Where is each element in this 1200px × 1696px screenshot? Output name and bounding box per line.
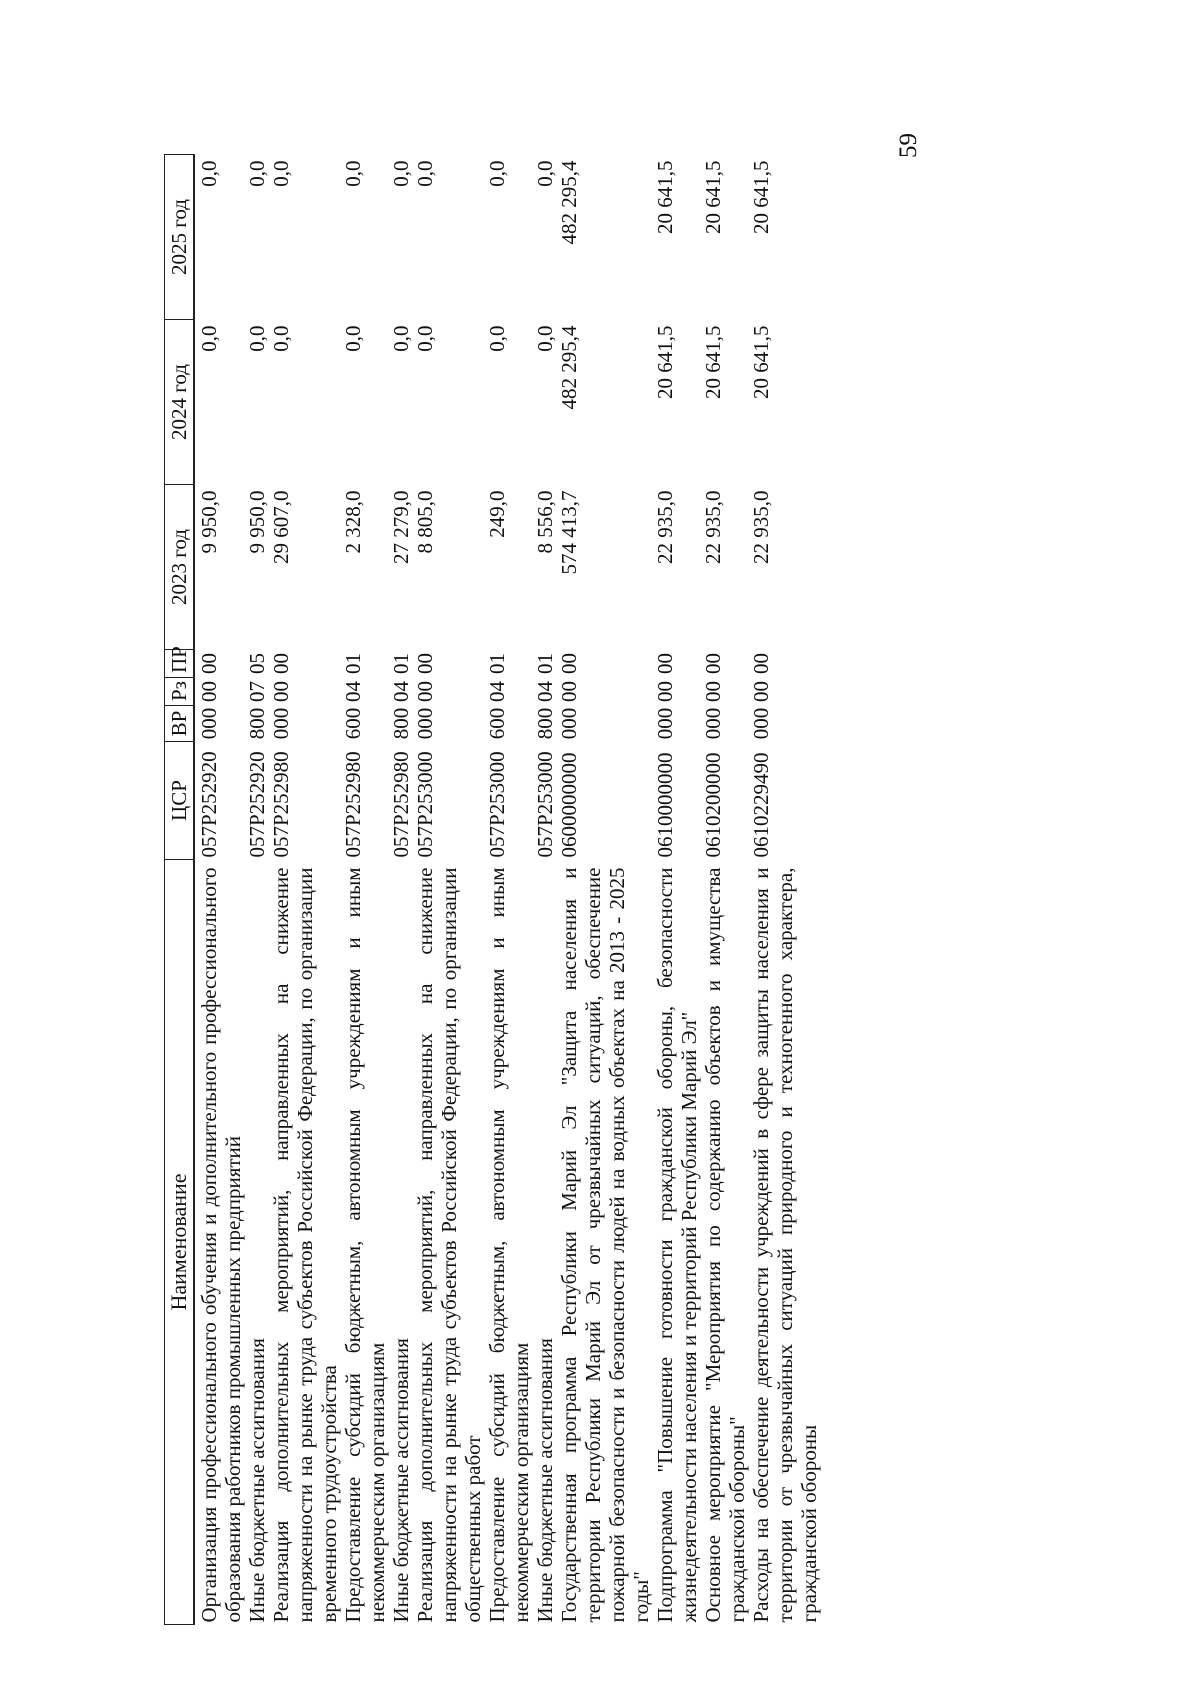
table-row (749, 155, 821, 1625)
table-row (245, 155, 269, 1625)
row-name: Предоставление субсидий бюджетным, автономным учреждениям и иным некоммерческим организациям (485, 867, 533, 1623)
row-2023: 22 935,0 (701, 490, 725, 564)
table-header (165, 155, 195, 1625)
row-rz: 04 (341, 681, 365, 702)
row-rz: 00 (701, 681, 725, 702)
row-2025: 0,0 (269, 160, 293, 187)
row-name: Иные бюджетные ассигнования (245, 1338, 269, 1623)
row-rz: 00 (749, 681, 773, 702)
row-csr: 057P253000 (413, 751, 437, 858)
row-name: Организация профессионального обучения и дополнительного профессионального образования работников промышленных предприятий (197, 867, 245, 1623)
row-pr: 01 (485, 653, 509, 674)
row-name: Иные бюджетные ассигнования (533, 1338, 557, 1623)
row-2024: 20 641,5 (653, 325, 677, 399)
row-vr: 000 (749, 707, 773, 740)
row-2023: 22 935,0 (653, 490, 677, 564)
row-csr: 057P252920 (245, 751, 269, 858)
row-vr: 000 (701, 707, 725, 740)
table-row (341, 155, 389, 1625)
row-2025: 0,0 (485, 160, 509, 187)
row-2024: 0,0 (389, 325, 413, 352)
row-2024: 0,0 (485, 325, 509, 352)
row-2023: 9 950,0 (245, 490, 269, 554)
table-row (557, 155, 653, 1625)
row-2023: 8 556,0 (533, 490, 557, 554)
row-2025: 0,0 (245, 160, 269, 187)
table-row (389, 155, 413, 1625)
row-2025: 0,0 (533, 160, 557, 187)
budget-table (164, 154, 821, 1625)
row-vr: 600 (341, 707, 365, 740)
table-row (269, 155, 341, 1625)
row-pr: 00 (653, 653, 677, 674)
table-row (413, 155, 485, 1625)
row-csr: 0600000000 (557, 752, 581, 858)
row-rz: 00 (557, 681, 581, 702)
page-number: 59 (895, 133, 922, 158)
row-csr: 057P252920 (197, 751, 221, 858)
row-2023: 2 328,0 (341, 490, 365, 554)
row-rz: 04 (389, 681, 413, 702)
row-2025: 0,0 (389, 160, 413, 187)
row-2023: 9 950,0 (197, 490, 221, 554)
row-2024: 0,0 (245, 325, 269, 352)
row-rz: 00 (653, 681, 677, 702)
row-csr: 057P253000 (485, 751, 509, 858)
row-vr: 000 (557, 707, 581, 740)
row-2023: 29 607,0 (269, 490, 293, 564)
row-csr: 057P252980 (269, 751, 293, 858)
row-csr: 057P252980 (389, 751, 413, 858)
row-pr: 00 (269, 653, 293, 674)
header-vr: ВР (165, 706, 195, 742)
row-vr: 800 (533, 707, 557, 740)
header-2024: 2024 год (165, 320, 195, 485)
row-vr: 600 (485, 707, 509, 740)
row-name: Предоставление субсидий бюджетным, автономным учреждениям и иным некоммерческим организациям (341, 867, 389, 1623)
row-2025: 20 641,5 (653, 160, 677, 234)
row-2024: 20 641,5 (749, 325, 773, 399)
row-name: Реализация дополнительных мероприятий, направленных на снижение напряженности на рынке труда субъектов Российской Федерации, по организации временного трудоустройства (269, 867, 341, 1623)
row-2023: 22 935,0 (749, 490, 773, 564)
header-2023: 2023 год (165, 485, 195, 650)
row-rz: 04 (485, 681, 509, 702)
row-pr: 01 (341, 653, 365, 674)
header-pr: ПР (165, 650, 195, 678)
row-vr: 000 (197, 707, 221, 740)
table-row (653, 155, 701, 1625)
row-pr: 00 (557, 653, 581, 674)
row-name: Подпрограмма "Повышение готовности гражданской обороны, безопасности жизнедеятельности населения и территорий Республики Марий Эл" (653, 867, 701, 1623)
row-2024: 0,0 (197, 325, 221, 352)
row-rz: 00 (269, 681, 293, 702)
row-2025: 0,0 (413, 160, 437, 187)
row-csr: 057P252980 (341, 751, 365, 858)
row-2024: 0,0 (413, 325, 437, 352)
table-row (701, 155, 749, 1625)
row-2024: 0,0 (269, 325, 293, 352)
row-csr: 0610000000 (653, 752, 677, 858)
row-pr: 00 (197, 653, 221, 674)
table-row (485, 155, 533, 1625)
row-name: Реализация дополнительных мероприятий, направленных на снижение напряженности на рынке труда субъектов Российской Федерации, по организации общественных работ (413, 867, 485, 1623)
row-pr: 01 (389, 653, 413, 674)
row-rz: 07 (245, 681, 269, 702)
table-row (194, 155, 245, 1625)
header-csr: ЦСР (165, 742, 195, 860)
row-2023: 8 805,0 (413, 490, 437, 554)
header-name: Наименование (165, 860, 195, 1625)
row-2023: 574 413,7 (557, 490, 581, 575)
row-pr: 00 (701, 653, 725, 674)
row-pr: 00 (413, 653, 437, 674)
row-2023: 249,0 (485, 490, 509, 538)
row-2025: 0,0 (197, 160, 221, 187)
row-2025: 0,0 (341, 160, 365, 187)
row-2025: 20 641,5 (701, 160, 725, 234)
budget-table-frame (164, 155, 909, 1625)
row-name: Расходы на обеспечение деятельности учреждений в сфере защиты населения и территории от чрезвычайных ситуаций природного и техногенного характера, гражданской обороны (749, 867, 821, 1623)
row-2025: 482 295,4 (557, 160, 581, 245)
row-vr: 000 (413, 707, 437, 740)
row-vr: 800 (389, 707, 413, 740)
table-row (533, 155, 557, 1625)
row-2024: 20 641,5 (701, 325, 725, 399)
row-vr: 000 (269, 707, 293, 740)
header-rz: Рз (165, 678, 195, 706)
row-2025: 20 641,5 (749, 160, 773, 234)
row-rz: 04 (533, 681, 557, 702)
row-rz: 00 (197, 681, 221, 702)
row-2024: 482 295,4 (557, 325, 581, 410)
row-csr: 0610229490 (749, 752, 773, 858)
header-2025: 2025 год (165, 155, 195, 320)
row-name: Основное мероприятие "Мероприятия по содержанию объектов и имущества гражданской обороны" (701, 867, 749, 1623)
row-csr: 0610200000 (701, 752, 725, 858)
row-name: Иные бюджетные ассигнования (389, 1338, 413, 1623)
row-rz: 00 (413, 681, 437, 702)
table-body (194, 155, 821, 1625)
row-2023: 27 279,0 (389, 490, 413, 564)
row-pr: 01 (533, 653, 557, 674)
row-pr: 05 (245, 653, 269, 674)
row-vr: 800 (245, 707, 269, 740)
row-name: Государственная программа Республики Марий Эл "Защита населения и территории Республики Марий Эл от чрезвычайных ситуаций, обеспечение пожарной безопасности и безопасности людей на водных объектах на 2013 - 2025 годы" (557, 867, 653, 1623)
row-2024: 0,0 (341, 325, 365, 352)
row-vr: 000 (653, 707, 677, 740)
row-2024: 0,0 (533, 325, 557, 352)
row-csr: 057P253000 (533, 751, 557, 858)
row-pr: 00 (749, 653, 773, 674)
